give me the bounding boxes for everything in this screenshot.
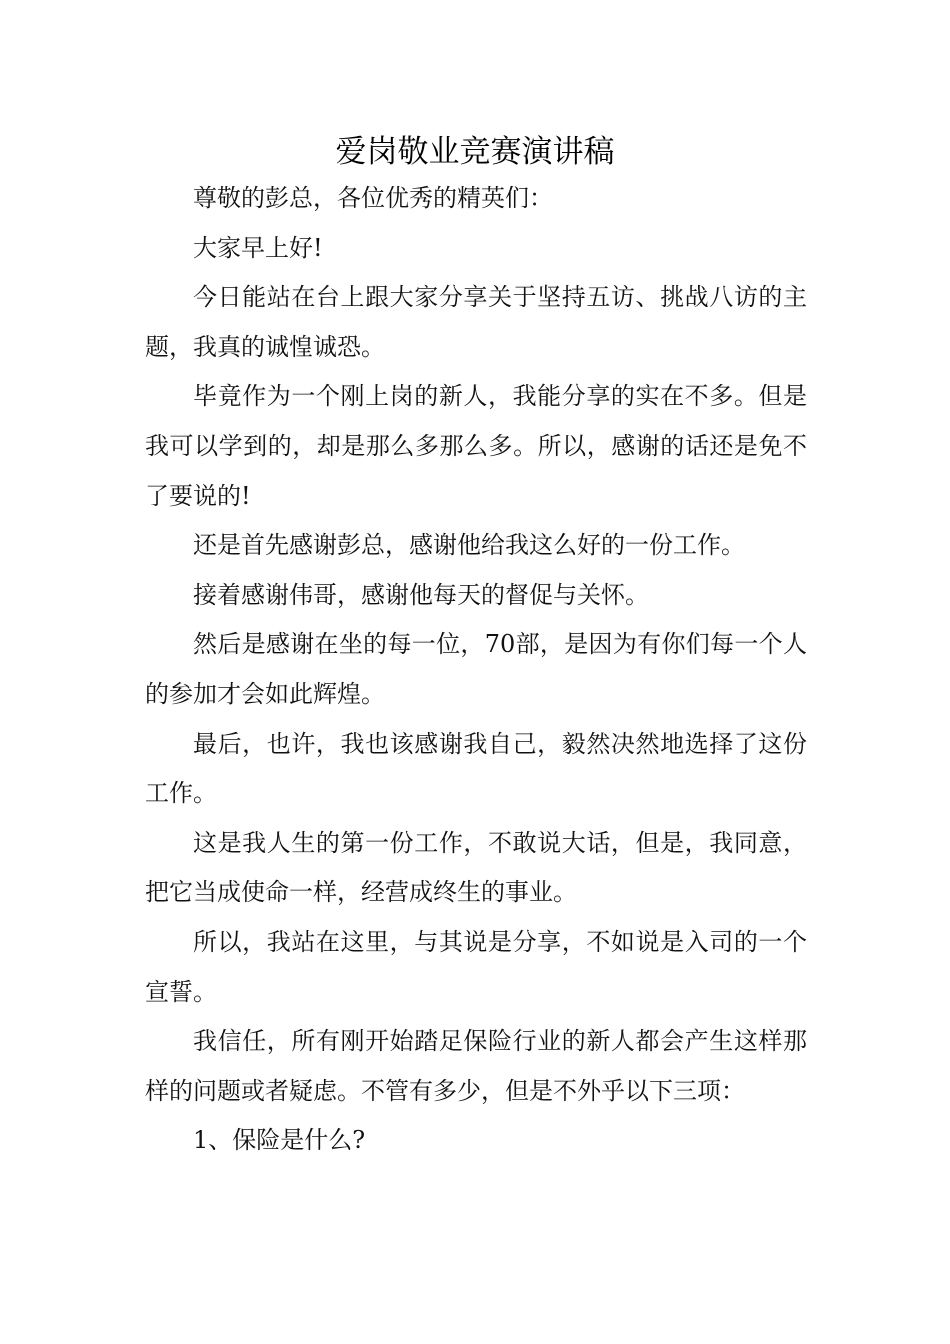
paragraph: 所以，我站在这里，与其说是分享，不如说是入司的一个宣誓。 — [145, 927, 807, 1006]
document-body — [145, 174, 807, 1166]
paragraph: 今日能站在台上跟大家分享关于坚持五访、挑战八访的主题，我真的诚惶诚恐。 — [145, 283, 807, 361]
paragraph: 这是我人生的第一份工作，不敢说大话，但是，我同意，把它当成使命一样，经营成终生的事业。 — [145, 828, 807, 907]
paragraph: 然后是感谢在坐的每一位，70部，是因为有你们每一个人的参加才会如此辉煌。 — [145, 630, 807, 708]
paragraph: 接着感谢伟哥，感谢他每天的督促与关怀。 — [193, 580, 649, 609]
paragraph: 我信任，所有刚开始踏足保险行业的新人都会产生这样那样的问题或者疑虑。不管有多少，但是不外乎以下三项： — [145, 1027, 807, 1105]
paragraph-greeting: 尊敬的彭总，各位优秀的精英们： — [193, 184, 553, 212]
paragraph: 还是首先感谢彭总，感谢他给我这么好的一份工作。 — [193, 531, 745, 560]
document-title: 爱岗敬业竞赛演讲稿 — [335, 134, 615, 170]
list-item: 1、保险是什么? — [193, 1126, 366, 1155]
paragraph-good-morning: 大家早上好! — [193, 233, 323, 262]
paragraph: 最后，也许，我也该感谢我自己，毅然决然地选择了这份工作。 — [145, 729, 807, 808]
paragraph: 毕竟作为一个刚上岗的新人，我能分享的实在不多。但是我可以学到的，却是那么多那么多。所以，感谢的话还是免不了要说的! — [145, 382, 807, 510]
